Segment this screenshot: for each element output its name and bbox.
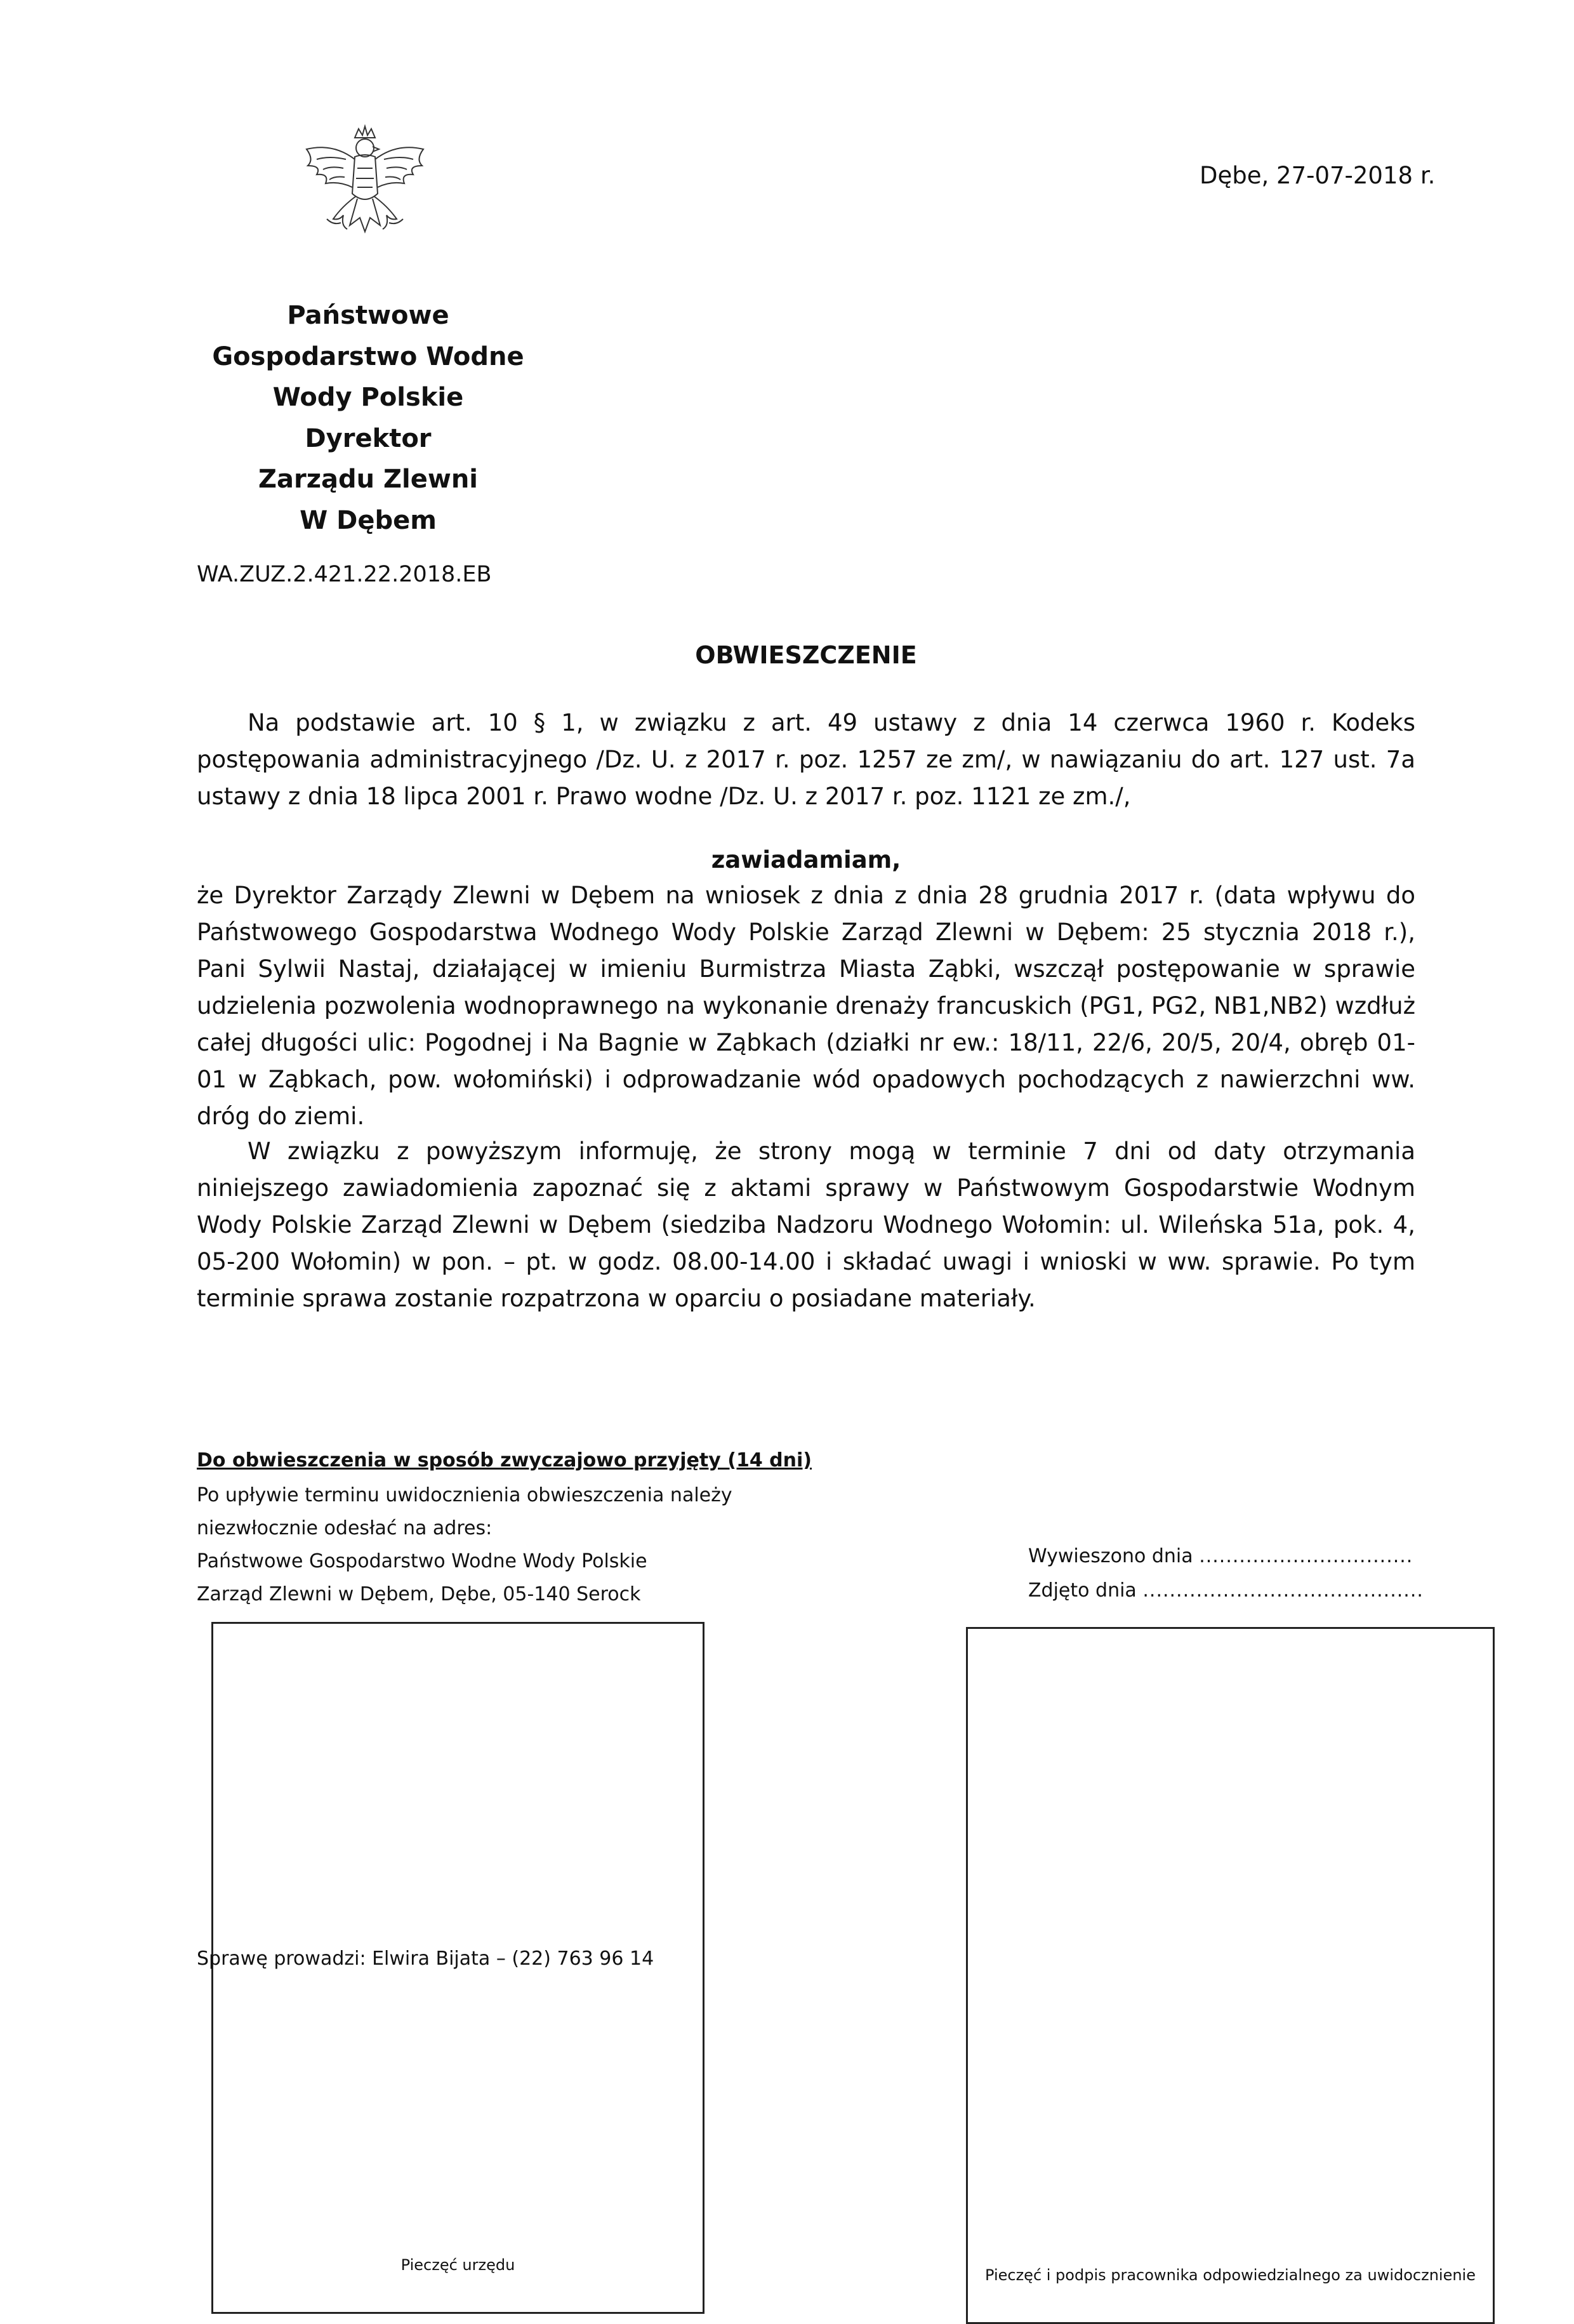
legal-basis-paragraph: Na podstawie art. 10 § 1, w związku z art. 49 ustawy z dnia 14 czerwca 1960 r. Kodeks postępowania administracyjnego /Dz. U. z 2017 r. poz. 1257 ze zm/, w nawiązaniu do art. 127 ust. 7a ustawy z dnia 18 lipca 2001 r. Prawo wodne /Dz. U. z 2017 r. poz. 1121 ze zm./, <box>197 709 1415 810</box>
removed-date-field <box>1028 1574 1424 1608</box>
authority-line: Zarządu Zlewni <box>258 465 478 494</box>
return-address-block <box>197 1479 732 1611</box>
posted-date-label: Wywieszono dnia <box>1028 1545 1193 1567</box>
instruction-line: Po upływie terminu uwidocznienia obwieszczenia należy <box>197 1484 732 1506</box>
instruction-line: niezwłocznie odesłać na adres: <box>197 1517 493 1539</box>
reference-number: WA.ZUZ.2.421.22.2018.EB <box>197 562 492 587</box>
employee-stamp-label: Pieczęć i podpis pracownika odpowiedzialnego za uwidocznienie <box>985 2266 1476 2284</box>
issuing-authority <box>133 295 603 541</box>
removed-date-label: Zdjęto dnia <box>1028 1579 1137 1602</box>
employee-stamp-box <box>966 1627 1495 2324</box>
authority-line: Państwowe <box>287 301 449 330</box>
address-line: Państwowe Gospodarstwo Wodne Wody Polskie <box>197 1550 647 1572</box>
removed-date-blank: .......................................... <box>1142 1579 1424 1602</box>
document-date: Dębe, 27-07-2018 r. <box>1200 162 1436 189</box>
authority-line: Wody Polskie <box>272 383 464 412</box>
document-title: OBWIESZCZENIE <box>695 641 917 669</box>
address-line: Zarząd Zlewni w Dębem, Dębe, 05-140 Serock <box>197 1583 641 1605</box>
posted-date-blank: ................................ <box>1199 1545 1413 1567</box>
authority-line: Dyrektor <box>305 423 432 453</box>
posting-instruction-heading: Do obwieszczenia w sposób zwyczajowo przyjęty (14 dni) <box>197 1449 812 1471</box>
polish-eagle-emblem-icon <box>289 124 441 251</box>
office-stamp-label: Pieczęć urzędu <box>400 2256 515 2274</box>
notify-heading: zawiadamiam, <box>711 846 901 873</box>
posting-dates-block <box>1028 1539 1424 1608</box>
information-paragraph: W związku z powyższym informuję, że strony mogą w terminie 7 dni od daty otrzymania niniejszego zawiadomienia zapoznać się z aktami sprawy w Państwowym Gospodarstwie Wodnym Wody Polskie Zarząd Zlewni w Dębem (siedziba Nadzoru Wodnego Wołomin: ul. Wileńska 51a, pok. 4, 05-200 Wołomin) w pon. – pt. w godz. 08.00-14.00 i składać uwagi i wnioski w ww. sprawie. Po tym terminie sprawa zostanie rozpatrzona w oparciu o posiadane materiały. <box>197 1138 1415 1312</box>
authority-line: W Dębem <box>300 505 437 535</box>
case-handler-contact: Sprawę prowadzi: Elwira Bijata – (22) 763 96 14 <box>197 1948 654 1970</box>
authority-line: Gospodarstwo Wodne <box>212 342 524 371</box>
notice-paragraph: że Dyrektor Zarządy Zlewni w Dębem na wniosek z dnia z dnia 28 grudnia 2017 r. (data wpływu do Państwowego Gospodarstwa Wodnego Wody Polskie Zarząd Zlewni w Dębem: 25 stycznia 2018 r.), Pani Sylwii Nastaj, działającej w imieniu Burmistrza Miasta Ząbki, wszczął postępowanie w sprawie udzielenia pozwolenia wodnoprawnego na wykonanie drenaży francuskich (PG1, PG2, NB1,NB2) wzdłuż całej długości ulic: Pogodnej i Na Bagnie w Ząbkach (działki nr ew.: 18/11, 22/6, 20/5, 20/4, obręb 01-01 w Ząbkach, pow. wołomiński) i odprowadzanie wód opadowych pochodzących z nawierzchni ww. dróg do ziemi. <box>197 882 1415 1130</box>
posted-date-field <box>1028 1539 1424 1574</box>
